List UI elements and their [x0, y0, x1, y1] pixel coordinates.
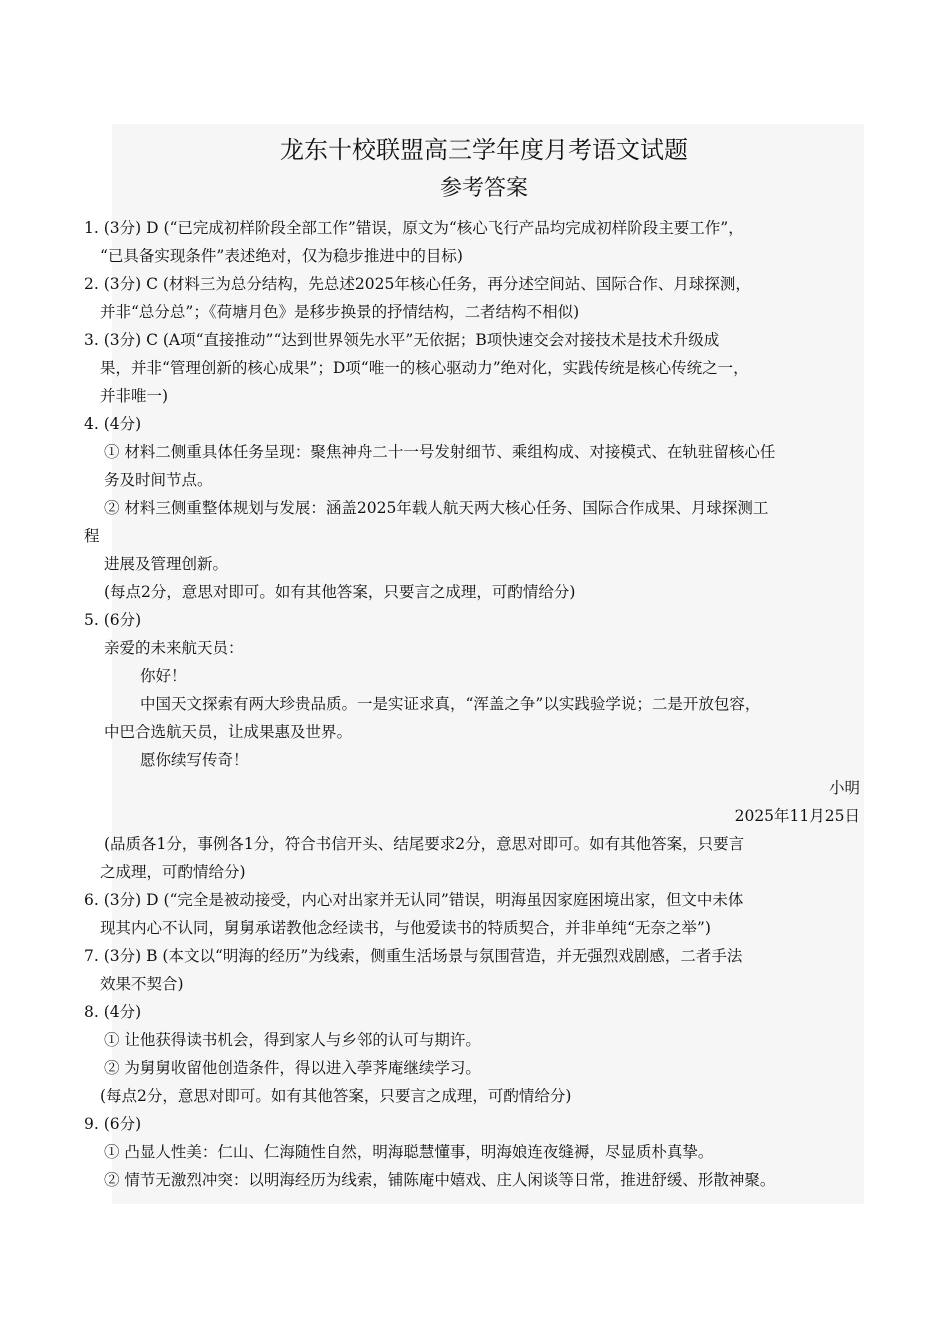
answer-3-line-3: 并非唯一) — [100, 387, 169, 405]
answer-5-scoring-note-1: (品质各1分，事例各1分，符合书信开头、结尾要求2分，意思对即可。如有其他答案，只要言 — [104, 835, 745, 853]
answer-6-line-2: 现其内心不认同，舅舅承诺教他念经读书，与他爱读书的特质契合，并非单纯“无奈之举”) — [100, 919, 711, 937]
answer-content — [84, 132, 874, 1194]
answer-4-point-1-cont: 务及时间节点。 — [104, 471, 213, 489]
answer-1-line-2: “已具备实现条件”表述绝对，仅为稳步推进中的目标) — [100, 247, 463, 265]
answer-2-line-2: 并非“总分总”；《荷塘月色》是移步换景的抒情结构，二者结构不相似) — [100, 303, 580, 321]
answer-4-point-2: ② 材料三侧重整体规划与发展：涵盖2025年载人航天两大核心任务、国际合作成果、月球探测工 — [104, 499, 769, 517]
answer-5-heading: 5. (6分) — [84, 611, 142, 629]
answer-4-point-2-wrap: 程 — [84, 527, 100, 545]
answer-7-line-2: 效果不契合) — [100, 975, 184, 993]
answer-8-heading: 8. (4分) — [84, 1003, 142, 1021]
answer-5-scoring-note-2: 之成理，可酌情给分) — [100, 863, 246, 881]
page-title: 龙东十校联盟高三学年度月考语文试题 — [280, 136, 688, 164]
answer-8-scoring-note: (每点2分，意思对即可。如有其他答案，只要言之成理，可酌情给分) — [100, 1087, 572, 1105]
answer-9-point-1: ① 凸显人性美：仁山、仁海随性自然，明海聪慧懂事，明海娘连夜缝褥，尽显质朴真挚。 — [104, 1143, 714, 1161]
answer-8-point-2: ② 为舅舅收留他创造条件，得以进入荸荠庵继续学习。 — [104, 1059, 481, 1077]
letter-body-line-1: 中国天文探索有两大珍贵品质。一是实证求真，“浑盖之争”以实践验学说；二是开放包容， — [140, 695, 761, 713]
letter-date: 2025年11月25日 — [734, 807, 860, 825]
answer-3-line-2: 果，并非“管理创新的核心成果”；D项“唯一的核心驱动力”绝对化，实践传统是核心传统之一， — [100, 359, 749, 377]
letter-body-line-2: 中巴合选航天员，让成果惠及世界。 — [104, 723, 353, 741]
answer-3-line-1: 3. (3分) C (A项“直接推动”“达到世界领先水平”无依据；B项快速交会对接技术是技术升级成 — [84, 331, 720, 349]
answer-8-point-1: ① 让他获得读书机会，得到家人与乡邻的认可与期许。 — [104, 1031, 481, 1049]
page-subtitle: 参考答案 — [439, 176, 528, 201]
answer-6-line-1: 6. (3分) D (“完全是被动接受，内心对出家并无认同”错误，明海虽因家庭困境出家，但文中未体 — [84, 891, 744, 909]
answer-2-line-1: 2. (3分) C (材料三为总分结构，先总述2025年核心任务，再分述空间站、国际合作、月球探测， — [84, 275, 751, 293]
answer-1-line-1: 1. (3分) D (“已完成初样阶段全部工作”错误，原文为“核心飞行产品均完成初样阶段主要工作”， — [84, 219, 744, 237]
answer-9-point-2: ② 情节无激烈冲突：以明海经历为线索，铺陈庵中嬉戏、庄人闲谈等日常，推进舒缓、形散神聚。 — [104, 1171, 776, 1189]
letter-closing: 愿你续写传奇！ — [140, 751, 249, 769]
letter-salutation: 亲爱的未来航天员： — [104, 639, 244, 657]
answer-4-heading: 4. (4分) — [84, 415, 142, 433]
answer-4-point-1: ① 材料二侧重具体任务呈现：聚焦神舟二十一号发射细节、乘组构成、对接模式、在轨驻留核心任 — [104, 443, 776, 461]
letter-greeting: 你好！ — [140, 667, 187, 685]
answer-9-heading: 9. (6分) — [84, 1115, 142, 1133]
answer-4-point-2-cont: 进展及管理创新。 — [104, 555, 229, 573]
answer-4-scoring-note: (每点2分，意思对即可。如有其他答案，只要言之成理，可酌情给分) — [104, 583, 576, 601]
answer-7-line-1: 7. (3分) B (本文以“明海的经历”为线索，侧重生活场景与氛围营造，并无强烈戏剧感，二者手法 — [84, 947, 743, 965]
letter-signature: 小明 — [828, 779, 860, 797]
